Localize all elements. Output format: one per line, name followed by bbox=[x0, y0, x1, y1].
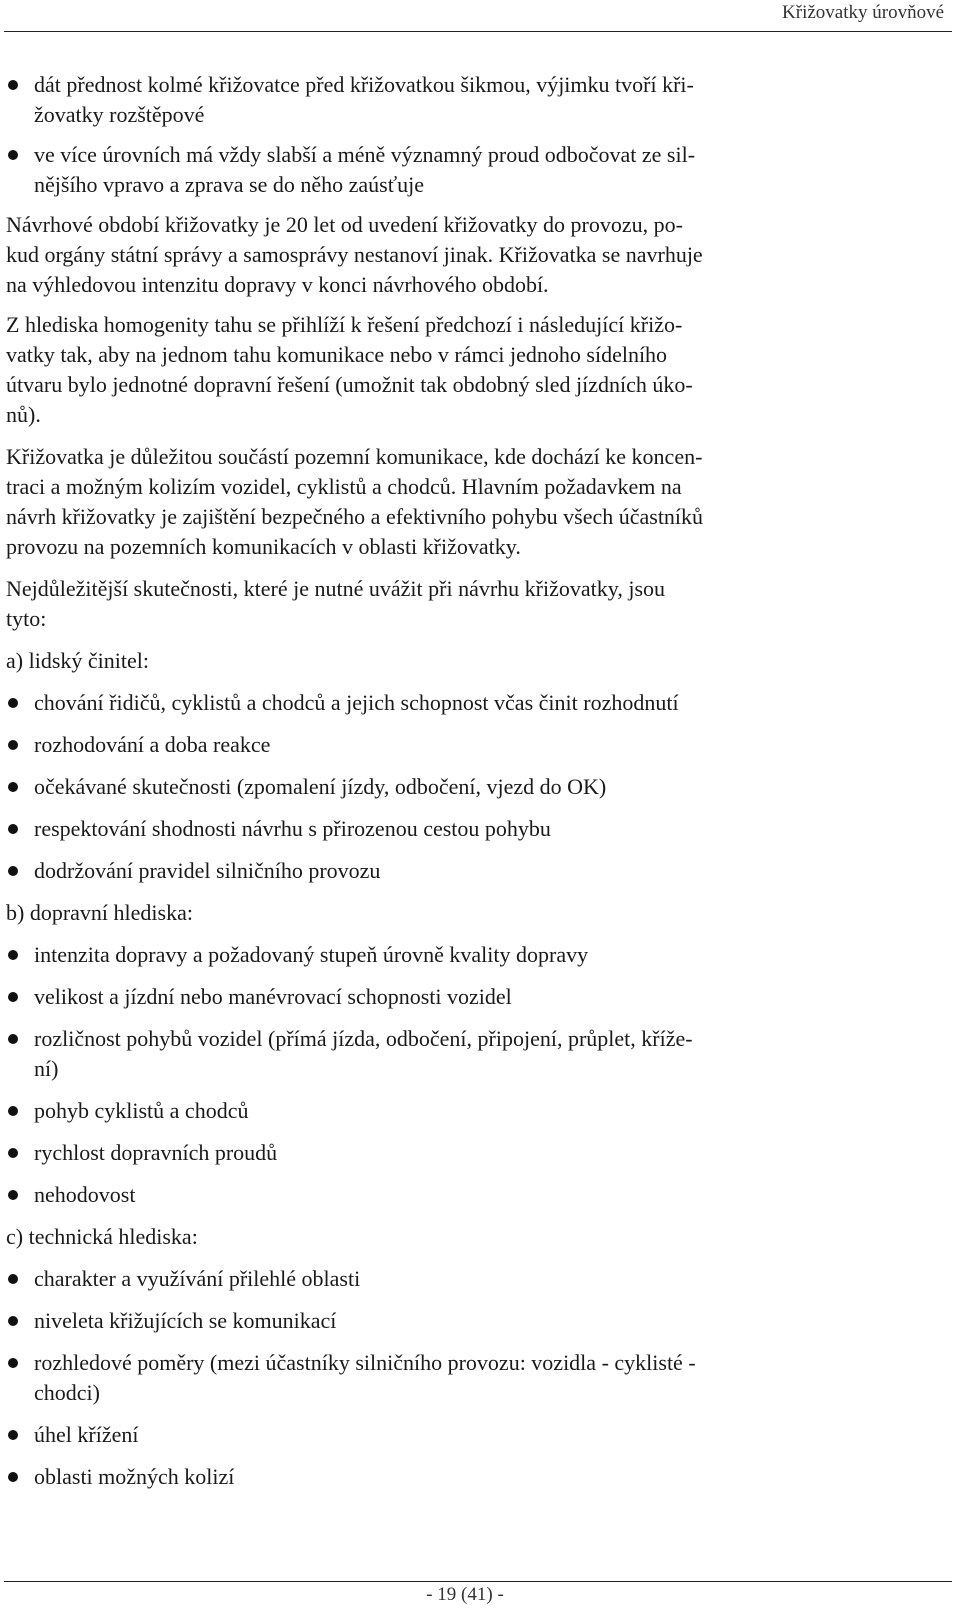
list-item bbox=[6, 730, 806, 760]
list-item bbox=[6, 772, 806, 802]
bullet-icon bbox=[8, 1190, 18, 1200]
bullet-icon bbox=[8, 824, 18, 834]
bullet-icon bbox=[8, 782, 18, 792]
bullet-icon bbox=[8, 150, 18, 160]
bullet-icon bbox=[8, 1274, 18, 1284]
document-body bbox=[6, 70, 806, 1492]
paragraph bbox=[6, 310, 806, 430]
bullet-icon bbox=[8, 866, 18, 876]
list-item-text: charakter a využívání přilehlé oblasti bbox=[34, 1266, 361, 1291]
bullet-icon bbox=[8, 992, 18, 1002]
bullet-icon bbox=[8, 1106, 18, 1116]
header-title: Křižovatky úrovňové bbox=[782, 2, 944, 23]
list-item-text: rozhledové poměry (mezi účastníky silničního provozu: vozidla - cyklisté - chodci) bbox=[34, 1350, 696, 1405]
list-item bbox=[6, 1024, 806, 1084]
paragraph bbox=[6, 898, 806, 928]
paragraph bbox=[6, 646, 806, 676]
list-item bbox=[6, 1348, 806, 1408]
page-number: - 19 (41) - bbox=[426, 1584, 504, 1605]
list-item-text: oblasti možných kolizí bbox=[34, 1464, 235, 1489]
bullet-icon bbox=[8, 80, 18, 90]
list-item bbox=[6, 1462, 806, 1492]
list-item-text: nehodovost bbox=[34, 1182, 136, 1207]
list-item bbox=[6, 940, 806, 970]
paragraph-text: a) lidský činitel: bbox=[6, 648, 149, 673]
bullet-icon bbox=[8, 1358, 18, 1368]
bullet-icon bbox=[8, 950, 18, 960]
paragraph-text: b) dopravní hlediska: bbox=[6, 900, 193, 925]
list-item-text: niveleta křižujících se komunikací bbox=[34, 1308, 337, 1333]
paragraph-text: Návrhové období křižovatky je 20 let od uvedení křižovatky do provozu, po- kud orgány státní správy a samosprávy nestanoví jinak. Křižovatka se navrhuje na výhledovou intenzitu dopravy v konci návrhového období. bbox=[6, 212, 703, 297]
list-item-text: pohyb cyklistů a chodců bbox=[34, 1098, 249, 1123]
list-item-text: rozhodování a doba reakce bbox=[34, 732, 271, 757]
list-item bbox=[6, 1138, 806, 1168]
list-item-text: velikost a jízdní nebo manévrovací schopnosti vozidel bbox=[34, 984, 512, 1009]
list-item bbox=[6, 982, 806, 1012]
bullet-icon bbox=[8, 1316, 18, 1326]
list-item bbox=[6, 1420, 806, 1450]
list-item-text: respektování shodnosti návrhu s přirozenou cestou pohybu bbox=[34, 816, 551, 841]
list-item-text: úhel křížení bbox=[34, 1422, 139, 1447]
list-item bbox=[6, 1306, 806, 1336]
paragraph bbox=[6, 1222, 806, 1252]
footer-divider bbox=[4, 1581, 952, 1582]
header-divider bbox=[4, 31, 952, 32]
list-item bbox=[6, 814, 806, 844]
bullet-icon bbox=[8, 698, 18, 708]
bullet-icon bbox=[8, 1148, 18, 1158]
bullet-icon bbox=[8, 1472, 18, 1482]
list-item bbox=[6, 70, 806, 130]
list-item bbox=[6, 688, 806, 718]
list-item bbox=[6, 140, 806, 200]
paragraph bbox=[6, 574, 806, 634]
list-item bbox=[6, 856, 806, 886]
list-item-text: chování řidičů, cyklistů a chodců a jejich schopnost včas činit rozhodnutí bbox=[34, 690, 679, 715]
paragraph bbox=[6, 210, 806, 300]
bullet-icon bbox=[8, 1034, 18, 1044]
paragraph-text: c) technická hlediska: bbox=[6, 1224, 198, 1249]
list-item bbox=[6, 1096, 806, 1126]
bullet-icon bbox=[8, 740, 18, 750]
list-item-text: ve více úrovních má vždy slabší a méně významný proud odbočovat ze sil- nějšího vpravo a zprava se do něho zaúsťuje bbox=[34, 142, 696, 197]
list-item-text: rychlost dopravních proudů bbox=[34, 1140, 278, 1165]
list-item-text: očekávané skutečnosti (zpomalení jízdy, odbočení, vjezd do OK) bbox=[34, 774, 607, 799]
paragraph-text: Nejdůležitější skutečnosti, které je nutné uvážit při návrhu křižovatky, jsou tyto: bbox=[6, 576, 666, 631]
list-item-text: dát přednost kolmé křižovatce před křižovatkou šikmou, výjimku tvoří kři- žovatky rozštěpové bbox=[34, 72, 694, 127]
paragraph-text: Z hlediska homogenity tahu se přihlíží k řešení předchozí i následující křižo- vatky tak, aby na jednom tahu komunikace nebo v rámci jednoho sídelního útvaru bylo jednotné dopravní řešení (umožnit tak obdobný sled jízdních úko- nů). bbox=[6, 312, 693, 427]
paragraph bbox=[6, 442, 806, 562]
page-header bbox=[0, 0, 952, 36]
bullet-icon bbox=[8, 1430, 18, 1440]
list-item-text: intenzita dopravy a požadovaný stupeň úrovně kvality dopravy bbox=[34, 942, 589, 967]
list-item-text: rozličnost pohybů vozidel (přímá jízda, odbočení, připojení, průplet, kříže- ní) bbox=[34, 1026, 693, 1081]
list-item bbox=[6, 1264, 806, 1294]
list-item bbox=[6, 1180, 806, 1210]
list-item-text: dodržování pravidel silničního provozu bbox=[34, 858, 381, 883]
paragraph-text: Křižovatka je důležitou součástí pozemní komunikace, kde dochází ke koncen- traci a možným kolizím vozidel, cyklistů a chodců. Hlavním požadavkem na návrh křižovatky je zajištění bezpečného a efektivního pohybu všech účastníků provozu na pozemních komunikacích v oblasti křižovatky. bbox=[6, 444, 704, 559]
